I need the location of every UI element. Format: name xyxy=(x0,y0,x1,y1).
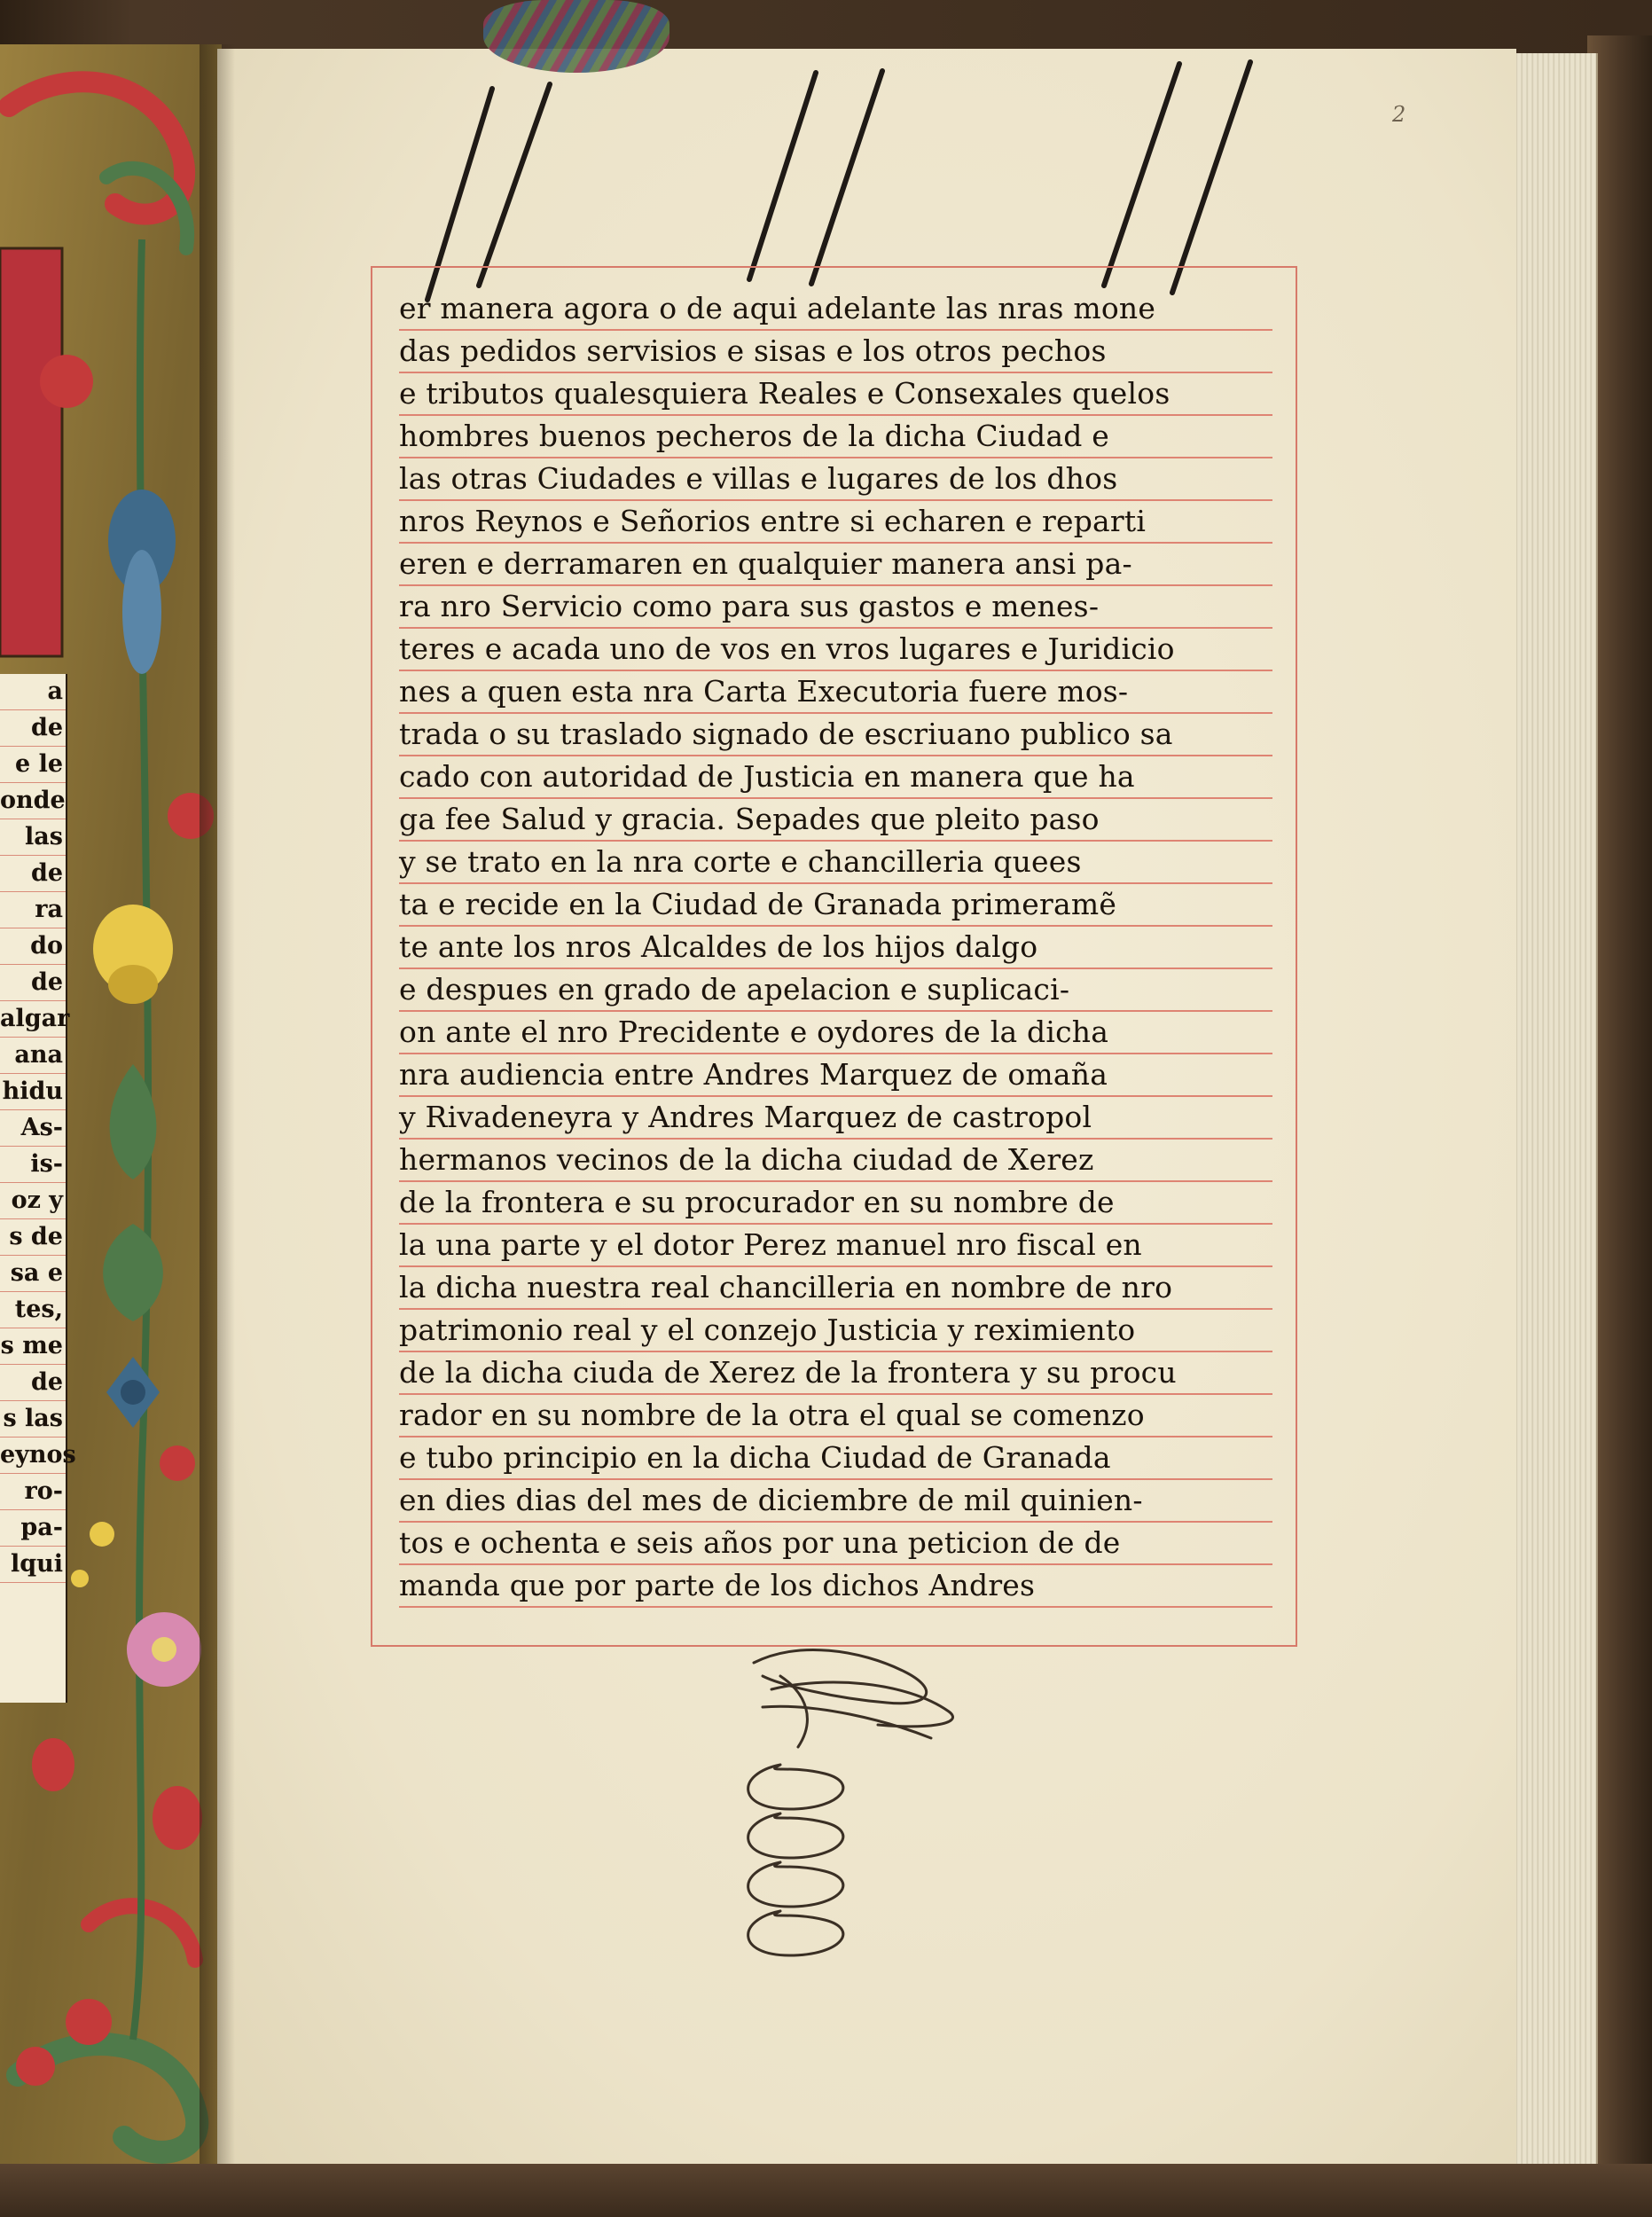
facing-line: do xyxy=(0,928,66,965)
manuscript-line: de la frontera e su procurador en su nombre de xyxy=(399,1182,1272,1225)
manuscript-text xyxy=(399,288,1272,1608)
manuscript-line: teres e acada uno de vos en vros lugares e Juridicio xyxy=(399,629,1272,671)
manuscript-line: y Rivadeneyra y Andres Marquez de castropol xyxy=(399,1097,1272,1140)
manuscript-line: la dicha nuestra real chancilleria en nombre de nro xyxy=(399,1267,1272,1310)
facing-line: de xyxy=(0,1365,66,1401)
facing-line: de xyxy=(0,710,66,747)
manuscript-line: ra nro Servicio como para sus gastos e menes- xyxy=(399,586,1272,629)
facing-line: ro- xyxy=(0,1474,66,1510)
facing-line: tes, xyxy=(0,1292,66,1328)
manuscript-line: e tributos qualesquiera Reales e Consexales quelos xyxy=(399,373,1272,416)
manuscript-line: y se trato en la nra corte e chancilleria quees xyxy=(399,842,1272,884)
facing-line: oz y xyxy=(0,1183,66,1219)
facing-line: is- xyxy=(0,1147,66,1183)
manuscript-line: tos e ochenta e seis años por una peticion de de xyxy=(399,1523,1272,1565)
manuscript-line: manda que por parte de los dichos Andres xyxy=(399,1565,1272,1608)
folio-number: 2 xyxy=(1392,102,1406,127)
manuscript-line: en dies dias del mes de diciembre de mil quinien- xyxy=(399,1480,1272,1523)
manuscript-line: cado con autoridad de Justicia en manera que ha xyxy=(399,756,1272,799)
scribal-flourish xyxy=(727,1641,958,1978)
facing-line: ra xyxy=(0,892,66,928)
manuscript-line: rador en su nombre de la otra el qual se comenzo xyxy=(399,1395,1272,1438)
manuscript-line: nros Reynos e Señorios entre si echaren e reparti xyxy=(399,501,1272,544)
facing-line: ana xyxy=(0,1038,66,1074)
manuscript-line: on ante el nro Precidente e oydores de la dicha xyxy=(399,1012,1272,1054)
manuscript-line: e despues en grado de apelacion e suplicaci- xyxy=(399,969,1272,1012)
facing-line: lqui xyxy=(0,1547,66,1583)
facing-line: las xyxy=(0,819,66,856)
facing-line: pa- xyxy=(0,1510,66,1547)
facing-line: algar xyxy=(0,1001,66,1038)
manuscript-line: hombres buenos pecheros de la dicha Ciudad e xyxy=(399,416,1272,458)
facing-line: de xyxy=(0,965,66,1001)
manuscript-line: er manera agora o de aqui adelante las nras mone xyxy=(399,288,1272,331)
manuscript-line: ta e recide en la Ciudad de Granada primeramẽ xyxy=(399,884,1272,927)
facing-line: sa e xyxy=(0,1256,66,1292)
facing-line: s me xyxy=(0,1328,66,1365)
facing-line: hidu xyxy=(0,1074,66,1110)
manuscript-line: nes a quen esta nra Carta Executoria fuere mos- xyxy=(399,671,1272,714)
manuscript-line: trada o su traslado signado de escriuano publico sa xyxy=(399,714,1272,756)
manuscript-line: e tubo principio en la dicha Ciudad de Granada xyxy=(399,1438,1272,1480)
manuscript-line: hermanos vecinos de la dicha ciudad de Xerez xyxy=(399,1140,1272,1182)
facing-line: a xyxy=(0,674,66,710)
manuscript-line: te ante los nros Alcaldes de los hijos dalgo xyxy=(399,927,1272,969)
manuscript-line: das pedidos servisios e sisas e los otros pechos xyxy=(399,331,1272,373)
manuscript-line: nra audiencia entre Andres Marquez de omaña xyxy=(399,1054,1272,1097)
manuscript-line: patrimonio real y el conzejo Justicia y reximiento xyxy=(399,1310,1272,1352)
facing-line: s las xyxy=(0,1401,66,1438)
manuscript-line: la una parte y el dotor Perez manuel nro fiscal en xyxy=(399,1225,1272,1267)
facing-line: onde xyxy=(0,783,66,819)
facing-line: eynos xyxy=(0,1438,66,1474)
facing-line: As- xyxy=(0,1110,66,1147)
facing-line: e le xyxy=(0,747,66,783)
manuscript-line: eren e derramaren en qualquier manera ansi pa- xyxy=(399,544,1272,586)
manuscript-line: ga fee Salud y gracia. Sepades que pleito paso xyxy=(399,799,1272,842)
manuscript-line: de la dicha ciuda de Xerez de la frontera y su procu xyxy=(399,1352,1272,1395)
facing-line: de xyxy=(0,856,66,892)
manuscript-line: las otras Ciudades e villas e lugares de los dhos xyxy=(399,458,1272,501)
facing-line: s de xyxy=(0,1219,66,1256)
